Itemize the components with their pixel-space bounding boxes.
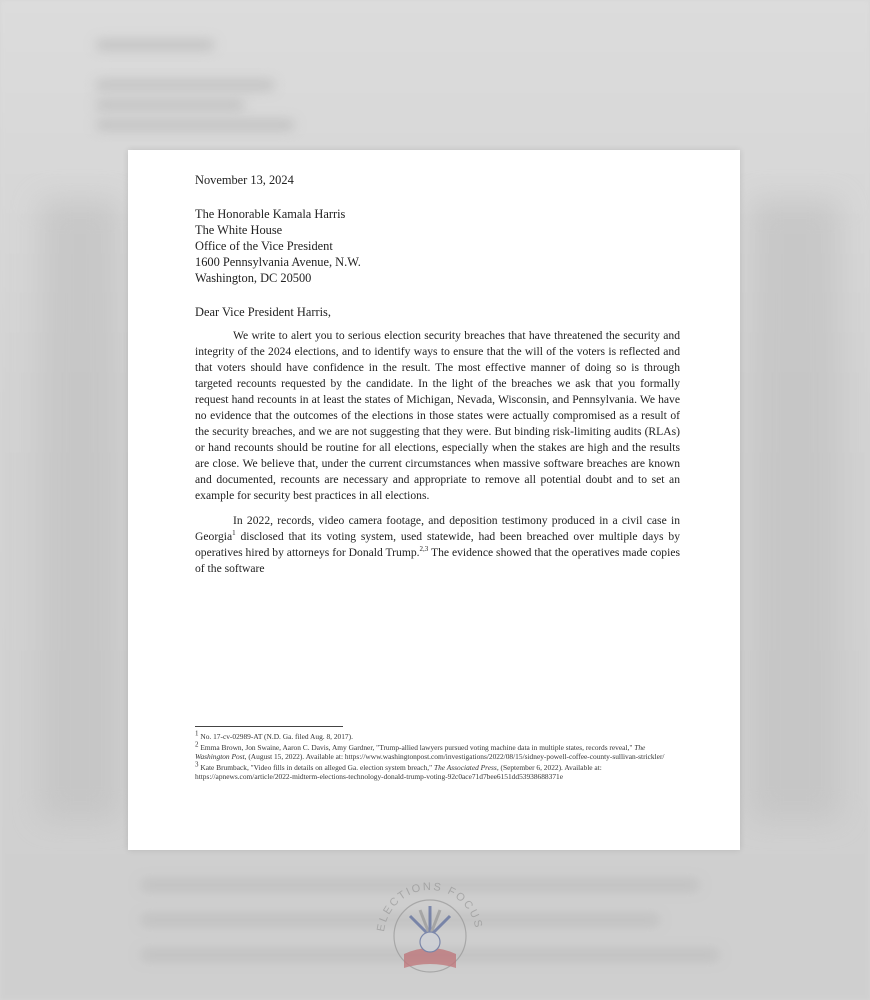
footnote-ref-separator: , <box>423 545 425 554</box>
seal-text-path: ELECTIONS FOCUS <box>375 880 485 933</box>
paragraph-text: In 2022, records, video camera footage, and deposition testimony produced in a civil case in Georgia <box>195 514 680 543</box>
footnote-text: No. 17-cv-02989-AT (N.D. Ga. filed Aug. 8, 2017). <box>200 732 353 741</box>
footnote-source: The Associated Press <box>433 762 497 772</box>
letter-page <box>128 150 740 850</box>
footnote-text: , (August 15, 2022). Available at: https://www.washingtonpost.com/investigations/2022/08/15/sidney-powell-coffee-county-sullivan-strickler/ <box>244 752 665 762</box>
background-blur <box>95 40 215 50</box>
footnote <box>195 740 680 762</box>
footnote-number: 3 <box>195 760 199 769</box>
background-blur <box>40 200 120 820</box>
footnote-text: Emma Brown, Jon Swaine, Aaron C. Davis, Amy Gardner, "Trump-allied lawyers pursued voting machine data in multiple states, records reveal," <box>200 742 633 752</box>
body-paragraph: We write to alert you to serious election security breaches that have threatened the security and integrity of the 2024 elections, and to identify ways to ensure that the will of the voters is reflected and that voters should have confidence in the result. The most effective manner of doing so is through targeted recounts requested by the candidate. In the light of the breaches we ask that you formally request hand recounts in at least the states of Michigan, Nevada, Wisconsin, and Pennsylvania. We have no evidence that the outcomes of the elections in those states were actually compromised as a result of the security breaches, and we are not suggesting that they were. But binding risk-limiting audits (RLAs) or hand recounts should be routine for all elections, especially when the stakes are high and the results are close. We believe that, under the current circumstances when massive software breaches are known and documented, recounts are necessary and appropriate to remove all potential doubt and to set an example for security best practices in all elections. <box>195 329 680 502</box>
footnote-number: 2 <box>195 740 199 749</box>
paragraph-text: The evidence showed that the operatives made copies of the software <box>195 546 680 575</box>
address-line: Office of the Vice President <box>195 239 333 253</box>
background-blur <box>95 80 275 90</box>
footnote <box>195 729 680 742</box>
footnote-ref: 3 <box>424 545 429 554</box>
body-paragraph <box>195 513 680 577</box>
address-line: 1600 Pennsylvania Avenue, N.W. <box>195 255 361 269</box>
footnote <box>195 760 680 782</box>
address-line: The White House <box>195 223 283 237</box>
background-blur <box>95 100 245 110</box>
footnote-text: Kate Brumback, "Video fills in details on alleged Ga. election system breach," <box>200 762 433 772</box>
elections-focus-seal-icon <box>370 872 490 992</box>
paragraph-text: disclosed that its voting system, used statewide, had been breached over multiple days by operatives hired by attorneys for Donald Trump. <box>195 530 680 559</box>
salutation: Dear Vice President Harris, <box>195 305 331 319</box>
footnote-ref: 1 <box>232 529 236 538</box>
letter-date: November 13, 2024 <box>195 173 294 187</box>
address-line: The Honorable Kamala Harris <box>195 207 346 221</box>
seal-figure-icon <box>420 932 440 952</box>
footnote-source: The Washington Post <box>195 742 646 762</box>
background-blur <box>95 120 295 130</box>
recipient-address <box>195 206 680 286</box>
background-blur <box>750 200 840 820</box>
footnote-number: 1 <box>195 729 199 738</box>
footnote-ref: 2 <box>419 545 424 554</box>
address-line: Washington, DC 20500 <box>195 271 312 285</box>
footnotes <box>195 729 680 783</box>
footnote-text: , (September 6, 2022). Available at: https://apnews.com/article/2022-midterm-elections-technology-donald-trump-voting-92c0ace71d7bee6151dd53938688371e <box>195 762 602 782</box>
footnote-divider <box>195 726 343 727</box>
